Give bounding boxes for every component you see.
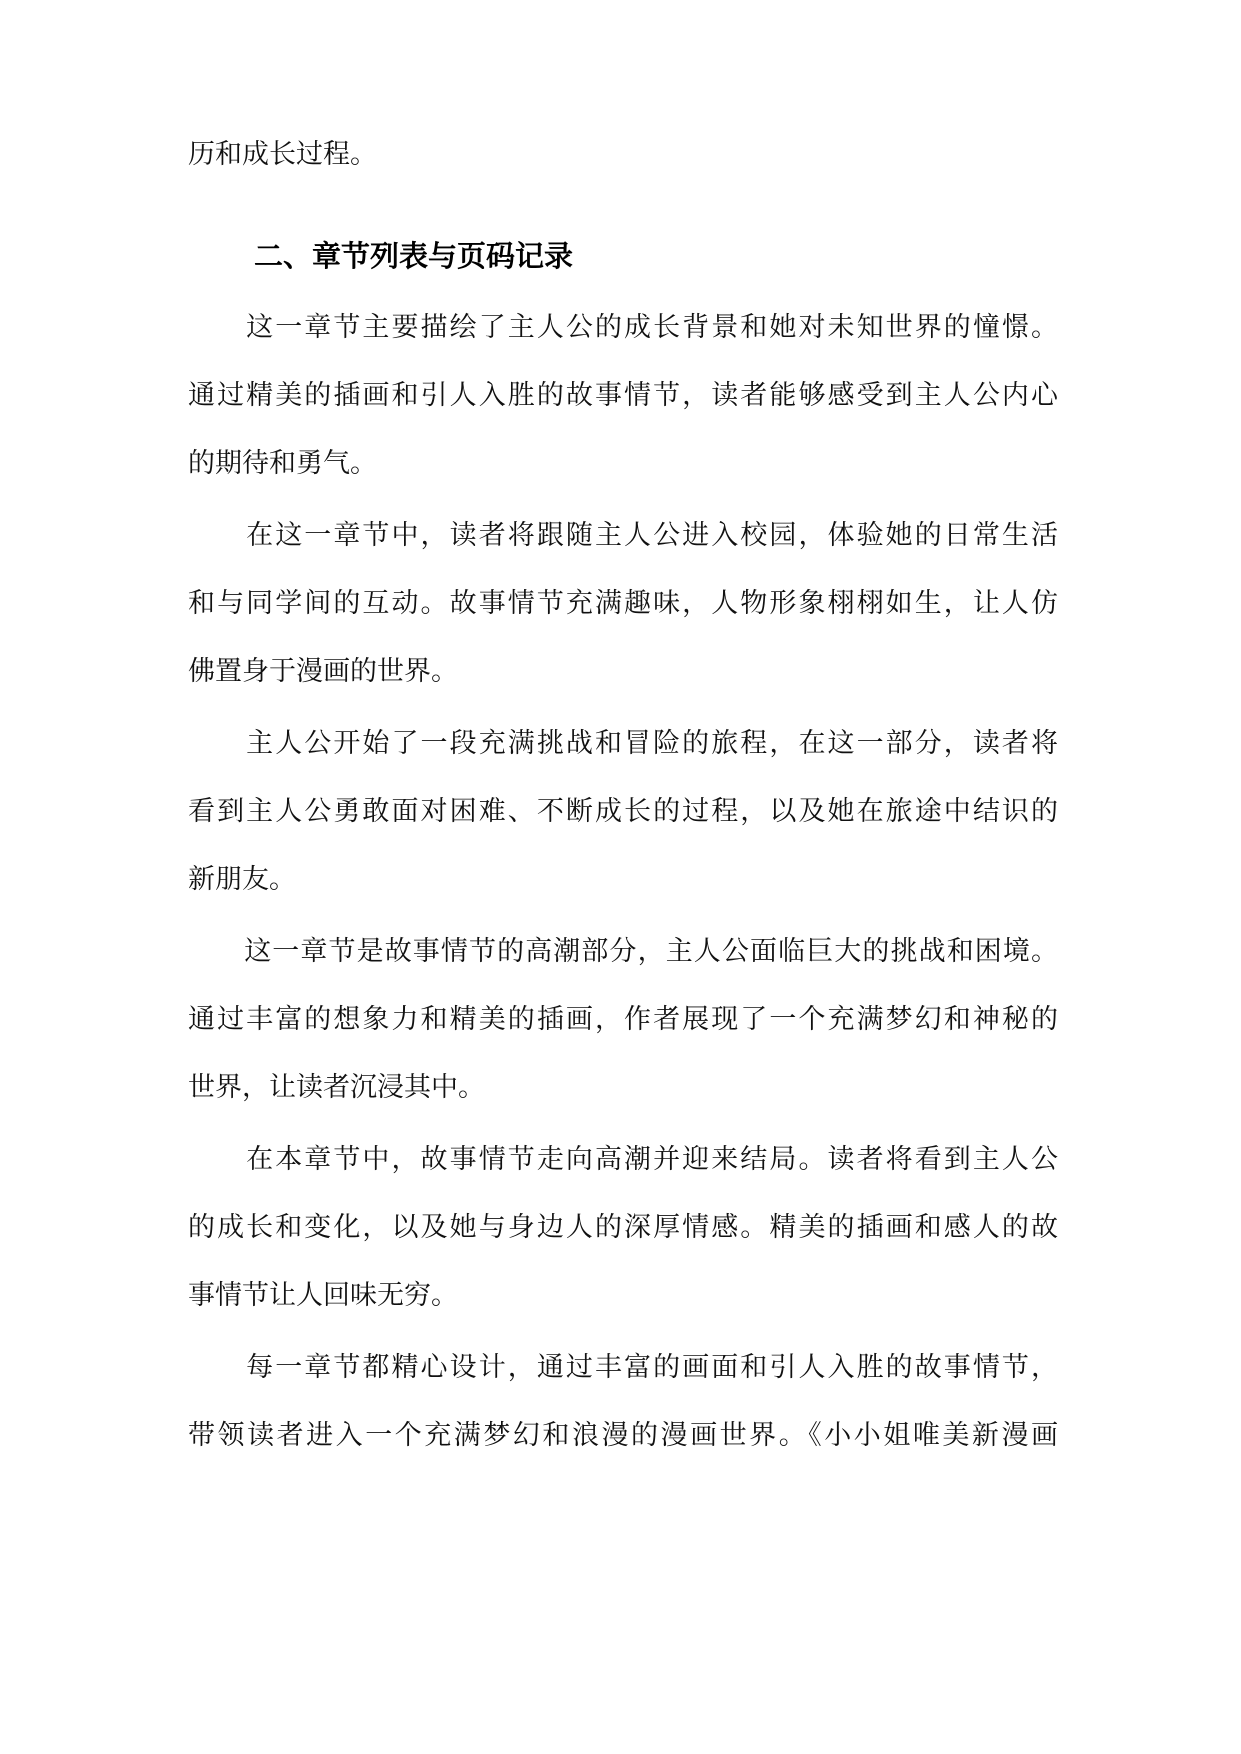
paragraph-line: 看到主人公勇敢面对困难、不断成长的过程，以及她在旅途中结识的 [188, 796, 1058, 827]
paragraph-line: 的成长和变化，以及她与身边人的深厚情感。精美的插画和感人的故 [188, 1212, 1058, 1243]
paragraph-line: 佛置身于漫画的世界。 [188, 656, 458, 687]
section-heading: 二、章节列表与页码记录 [254, 239, 574, 273]
paragraph-line: 通过精美的插画和引人入胜的故事情节，读者能够感受到主人公内心 [188, 380, 1058, 411]
paragraph-line: 带领读者进入一个充满梦幻和浪漫的漫画世界。《小小姐唯美新漫画 [188, 1420, 1058, 1451]
paragraph-line: 在本章节中，故事情节走向高潮并迎来结局。读者将看到主人公 [188, 1144, 1058, 1175]
paragraph-line: 这一章节主要描绘了主人公的成长背景和她对未知世界的憧憬。 [188, 312, 1058, 343]
paragraph-fragment: 历和成长过程。 [188, 139, 377, 170]
paragraph-line: 世界，让读者沉浸其中。 [188, 1072, 485, 1103]
paragraph-line: 通过丰富的想象力和精美的插画，作者展现了一个充满梦幻和神秘的 [188, 1004, 1058, 1035]
paragraph-line: 的期待和勇气。 [188, 448, 377, 479]
paragraph-line: 事情节让人回味无穷。 [188, 1280, 458, 1311]
paragraph-line: 新朋友。 [188, 864, 296, 895]
paragraph-line: 每一章节都精心设计，通过丰富的画面和引人入胜的故事情节， [188, 1352, 1058, 1383]
paragraph-line: 和与同学间的互动。故事情节充满趣味，人物形象栩栩如生，让人仿 [188, 588, 1058, 619]
paragraph-line: 在这一章节中，读者将跟随主人公进入校园，体验她的日常生活 [188, 520, 1058, 551]
paragraph-line: 主人公开始了一段充满挑战和冒险的旅程，在这一部分，读者将 [188, 728, 1058, 759]
paragraph-line: 这一章节是故事情节的高潮部分，主人公面临巨大的挑战和困境。 [188, 936, 1058, 967]
